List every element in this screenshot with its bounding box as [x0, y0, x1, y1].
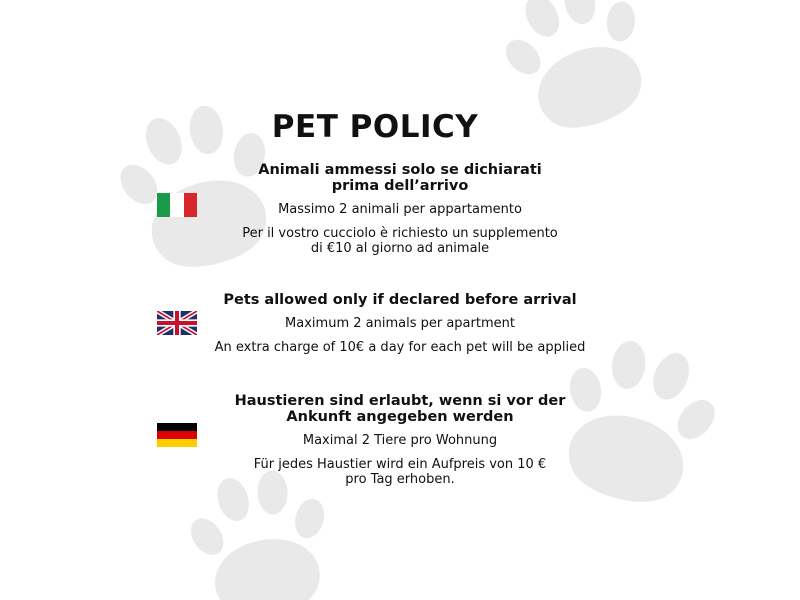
english-policy-heading	[180, 292, 620, 308]
german-surcharge-line-2: pro Tag erhoben.	[345, 472, 455, 487]
germany-flag-black-stripe	[157, 423, 197, 431]
german-heading-line-1: Haustieren sind erlaubt, wenn si vor der	[234, 393, 566, 409]
italian-supplement-line-1: Per il vostro cucciolo è richiesto un supplemento	[242, 226, 558, 241]
italian-policy-section	[200, 162, 600, 256]
germany-flag-icon	[157, 423, 197, 447]
italian-max-animals: Massimo 2 animali per appartamento	[278, 202, 522, 217]
english-extra-charge-note	[180, 340, 620, 355]
english-max-animals: Maximum 2 animals per apartment	[285, 316, 515, 331]
english-heading-line-1: Pets allowed only if declared before arrival	[223, 292, 577, 308]
italian-supplement-note	[200, 226, 600, 256]
page-title: PET POLICY	[271, 109, 479, 145]
italian-heading-line-2: prima dell’arrivo	[331, 178, 469, 194]
english-policy-section	[180, 292, 620, 355]
german-heading-line-2: Ankunft angegeben werden	[286, 409, 514, 425]
italy-flag-white-stripe	[170, 193, 183, 217]
german-policy-heading	[200, 393, 600, 425]
italian-supplement-line-2: di €10 al giorno ad animale	[310, 241, 490, 256]
italy-flag-red-stripe	[184, 193, 197, 217]
german-surcharge-line-1: Für jedes Haustier wird ein Aufpreis von 10 €	[253, 457, 547, 472]
italian-heading-line-1: Animali ammessi solo se dichiarati	[258, 162, 542, 178]
germany-flag-gold-stripe	[157, 439, 197, 447]
german-policy-section	[200, 393, 600, 487]
german-max-animals: Maximal 2 Tiere pro Wohnung	[302, 433, 498, 448]
italy-flag-green-stripe	[157, 193, 170, 217]
german-surcharge-note	[200, 457, 600, 487]
english-extra-charge-line-1: An extra charge of 10€ a day for each pet will be applied	[214, 340, 586, 355]
italy-flag-icon	[157, 193, 197, 217]
germany-flag-red-stripe	[157, 431, 197, 439]
italian-policy-heading	[200, 162, 600, 194]
